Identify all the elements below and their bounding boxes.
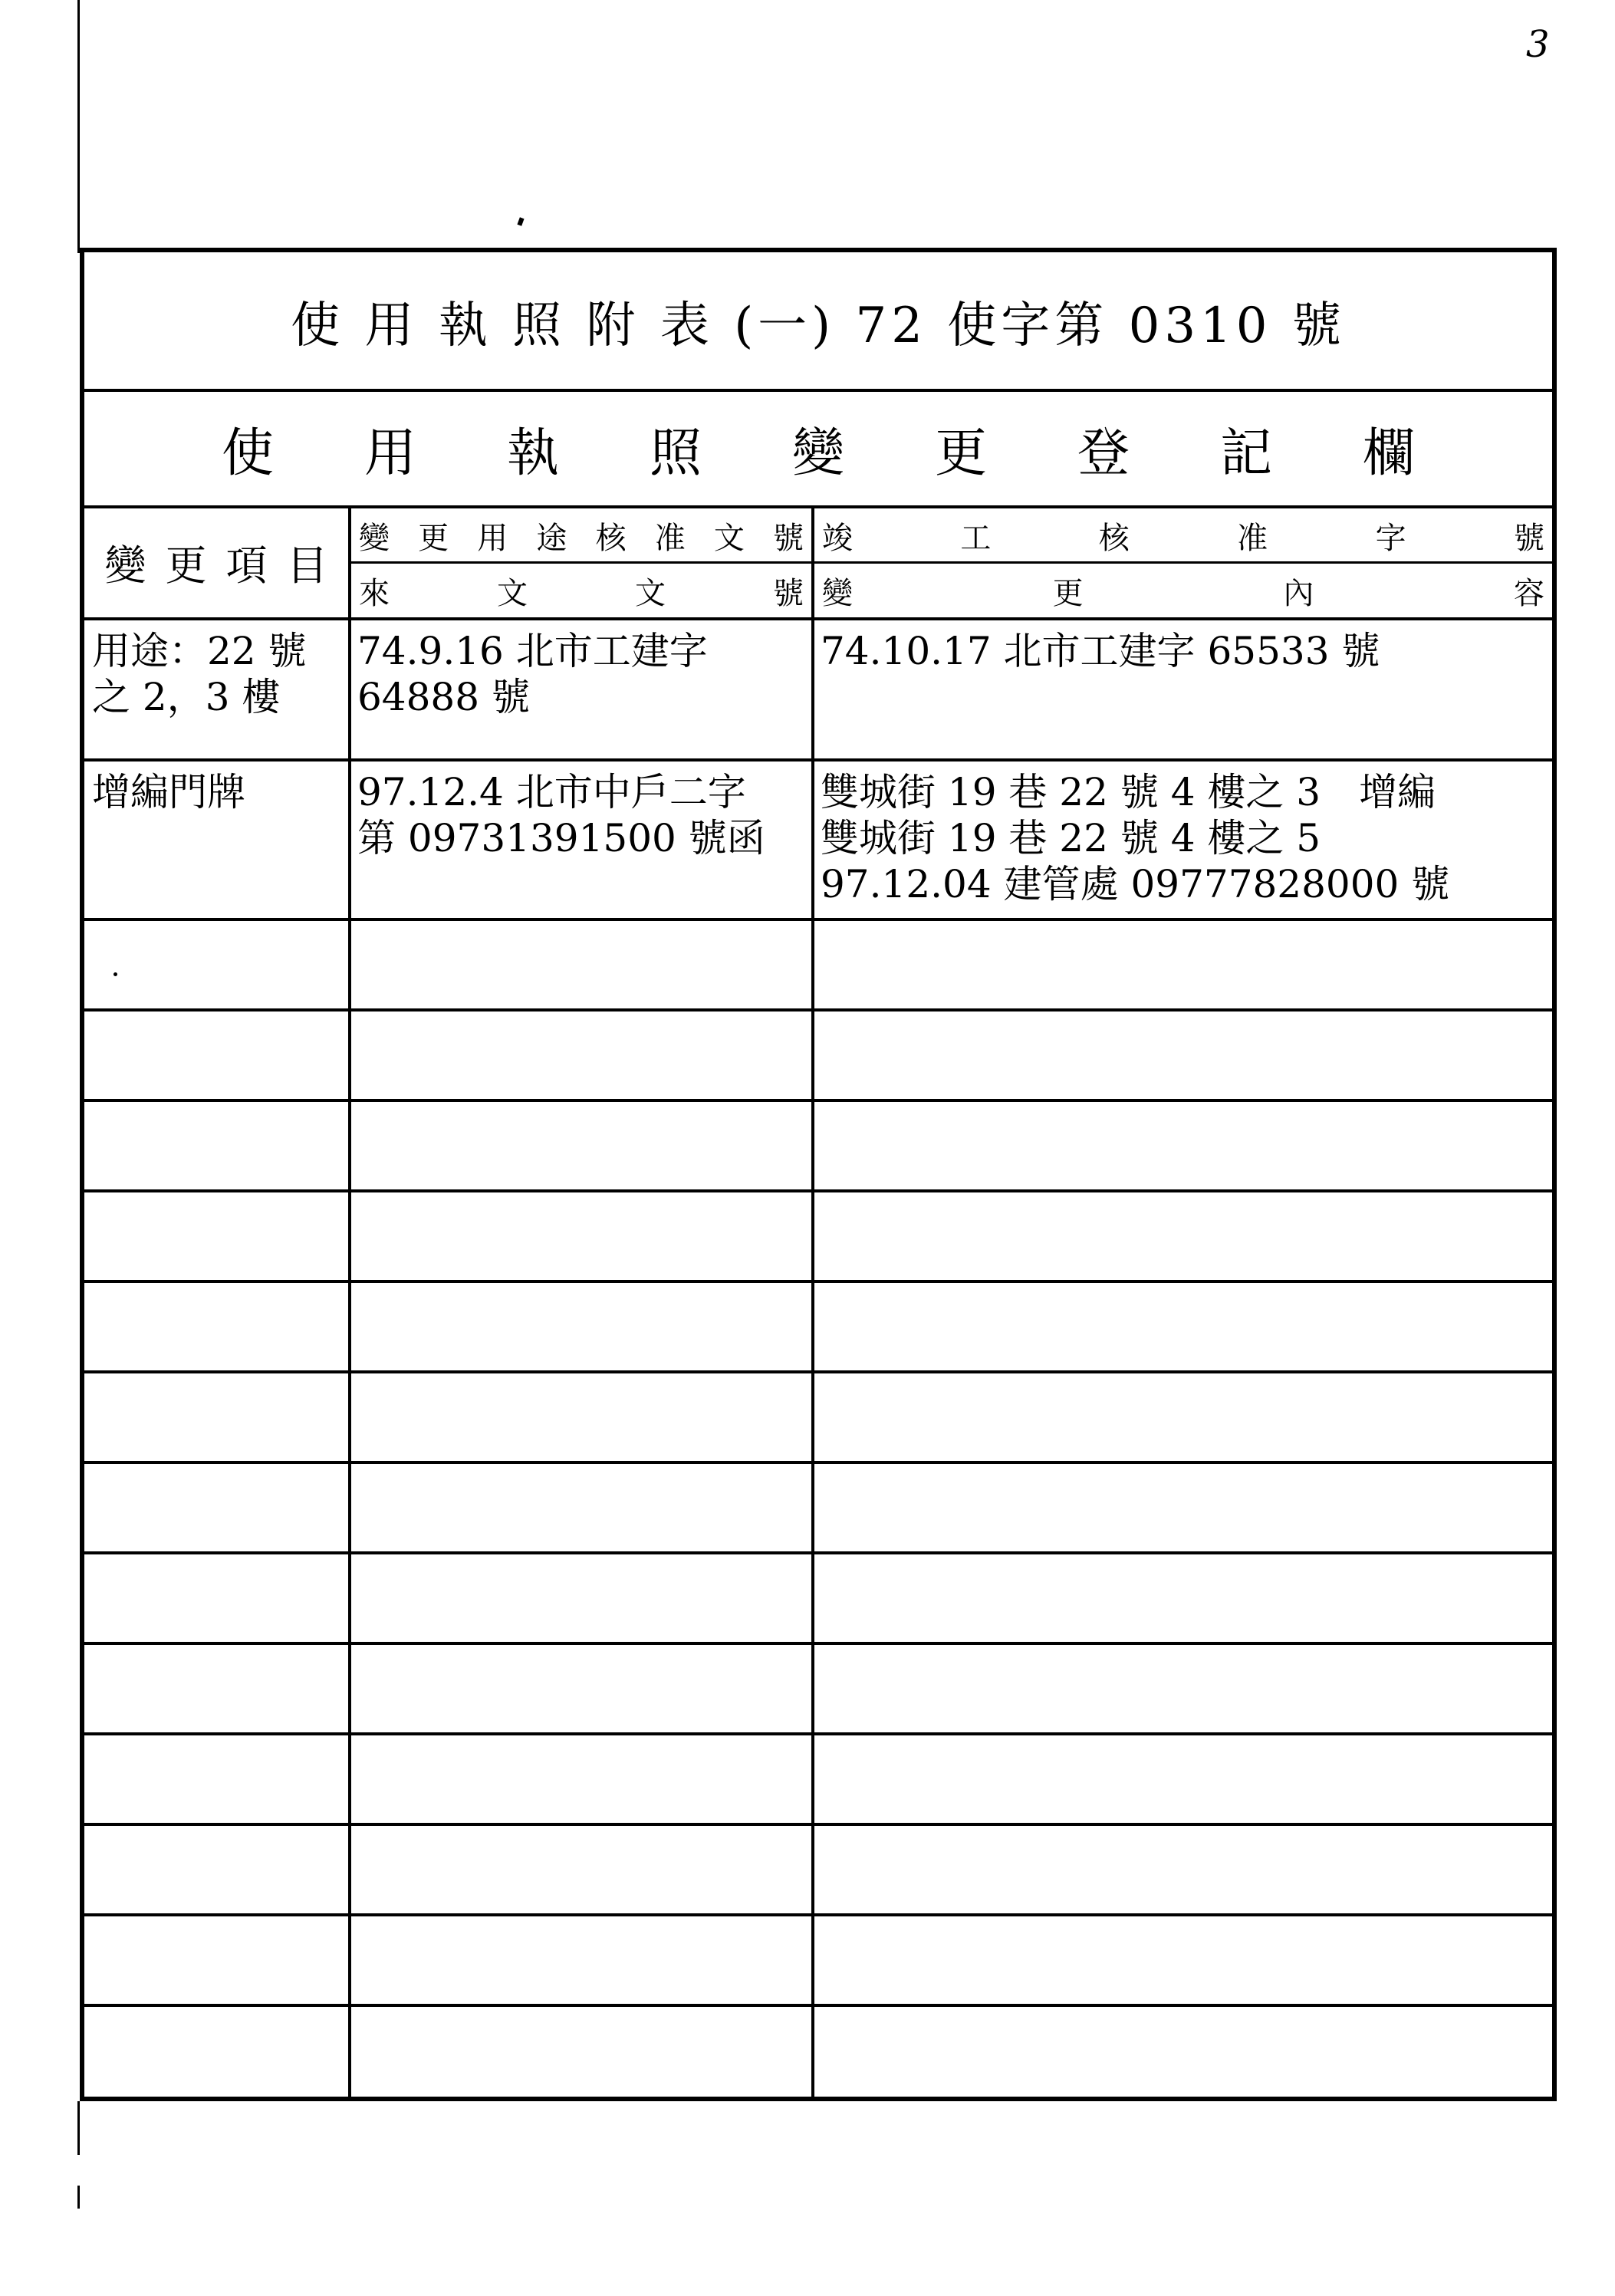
header-bottom-divider bbox=[84, 617, 1552, 620]
header-incoming-doc-char: 號 bbox=[773, 575, 804, 611]
header-approval-doc-char: 號 bbox=[772, 520, 804, 556]
header-change-content bbox=[814, 564, 1552, 617]
header-approval-doc-char: 文 bbox=[713, 520, 745, 556]
header-change-item-char: 變 bbox=[104, 541, 146, 590]
section-title bbox=[84, 390, 1552, 507]
header-approval-doc-char: 准 bbox=[654, 520, 686, 556]
header-change-content-char: 內 bbox=[1283, 575, 1314, 611]
scan-dot bbox=[113, 972, 117, 976]
section-title-char: 執 bbox=[506, 423, 559, 484]
section-title-char: 變 bbox=[791, 423, 844, 484]
row-2-item: 增編門牌 bbox=[92, 770, 245, 814]
empty-row-divider bbox=[84, 1461, 1552, 1464]
header-change-content-char: 變 bbox=[822, 575, 853, 611]
section-title-char: 記 bbox=[1219, 423, 1272, 484]
section-title-char: 登 bbox=[1077, 423, 1130, 484]
header-approval-doc-char: 途 bbox=[536, 520, 567, 556]
header-approval-doc-char: 變 bbox=[359, 520, 390, 556]
margin-mark bbox=[77, 2186, 80, 2209]
header-approval-doc-char: 更 bbox=[418, 520, 449, 556]
column-divider-1 bbox=[348, 507, 351, 2097]
section-title-char: 更 bbox=[934, 423, 987, 484]
header-change-item-char: 更 bbox=[165, 541, 207, 590]
empty-row-divider bbox=[84, 1099, 1552, 1102]
header-completion-char: 准 bbox=[1237, 520, 1268, 556]
header-approval-doc-char: 用 bbox=[477, 520, 508, 556]
scan-speck bbox=[517, 217, 524, 225]
margin-line-bottom bbox=[77, 2101, 80, 2155]
header-incoming-doc-no bbox=[351, 564, 811, 617]
empty-row-divider bbox=[84, 1280, 1552, 1283]
empty-row-divider bbox=[84, 1823, 1552, 1826]
header-mid-divider bbox=[350, 561, 1552, 564]
row-1-doc: 74.9.16 北市工建字 64888 號 bbox=[357, 629, 708, 719]
empty-row-divider bbox=[84, 1370, 1552, 1373]
section-title-char: 用 bbox=[363, 423, 416, 484]
header-change-item-char: 項 bbox=[225, 541, 268, 590]
empty-row-divider bbox=[84, 2004, 1552, 2007]
row-2-doc: 97.12.4 北市中戶二字 第 09731391500 號函 bbox=[357, 770, 765, 860]
header-incoming-doc-char: 來 bbox=[359, 575, 390, 611]
header-change-item-char: 目 bbox=[286, 541, 328, 590]
header-completion-char: 竣 bbox=[822, 520, 853, 556]
empty-row-divider bbox=[84, 1913, 1552, 1916]
header-completion-approval-no bbox=[814, 508, 1552, 562]
page-number: 3 bbox=[1526, 23, 1550, 66]
header-approval-doc-no bbox=[351, 508, 811, 562]
empty-row-divider bbox=[84, 1189, 1552, 1192]
header-completion-char: 號 bbox=[1513, 520, 1544, 556]
header-change-content-char: 更 bbox=[1052, 575, 1084, 611]
section-title-char: 使 bbox=[221, 423, 274, 484]
header-completion-char: 字 bbox=[1375, 520, 1406, 556]
margin-line-top bbox=[77, 0, 80, 253]
header-incoming-doc-char: 文 bbox=[497, 575, 528, 611]
header-change-item bbox=[84, 507, 348, 618]
empty-row-divider bbox=[84, 1642, 1552, 1645]
empty-row-divider bbox=[84, 918, 1552, 921]
empty-row-divider bbox=[84, 1008, 1552, 1011]
row-2-content: 雙城街 19 巷 22 號 4 樓之 3 增編 雙城街 19 巷 22 號 4 樓之 5 97.12.04 建管處 09777828000 號 bbox=[821, 770, 1450, 906]
change-register-table bbox=[80, 248, 1557, 2101]
header-completion-char: 核 bbox=[1098, 520, 1130, 556]
row-divider bbox=[84, 758, 1552, 761]
table-title: 使 用 執 照 附 表 (一) 72 使字第 0310 號 bbox=[291, 298, 1346, 354]
empty-row-divider bbox=[84, 1732, 1552, 1735]
section-title-char: 照 bbox=[649, 423, 702, 484]
column-divider-2 bbox=[811, 507, 814, 2097]
header-incoming-doc-char: 文 bbox=[635, 575, 666, 611]
row-1-item: 用途：22 號 之 2，3 樓 bbox=[92, 629, 307, 719]
header-change-content-char: 容 bbox=[1513, 575, 1544, 611]
header-completion-char: 工 bbox=[960, 520, 992, 556]
header-approval-doc-char: 核 bbox=[595, 520, 627, 556]
empty-row-divider bbox=[84, 1551, 1552, 1554]
section-title-char: 欄 bbox=[1362, 423, 1415, 484]
row-1-content: 74.10.17 北市工建字 65533 號 bbox=[821, 629, 1380, 673]
